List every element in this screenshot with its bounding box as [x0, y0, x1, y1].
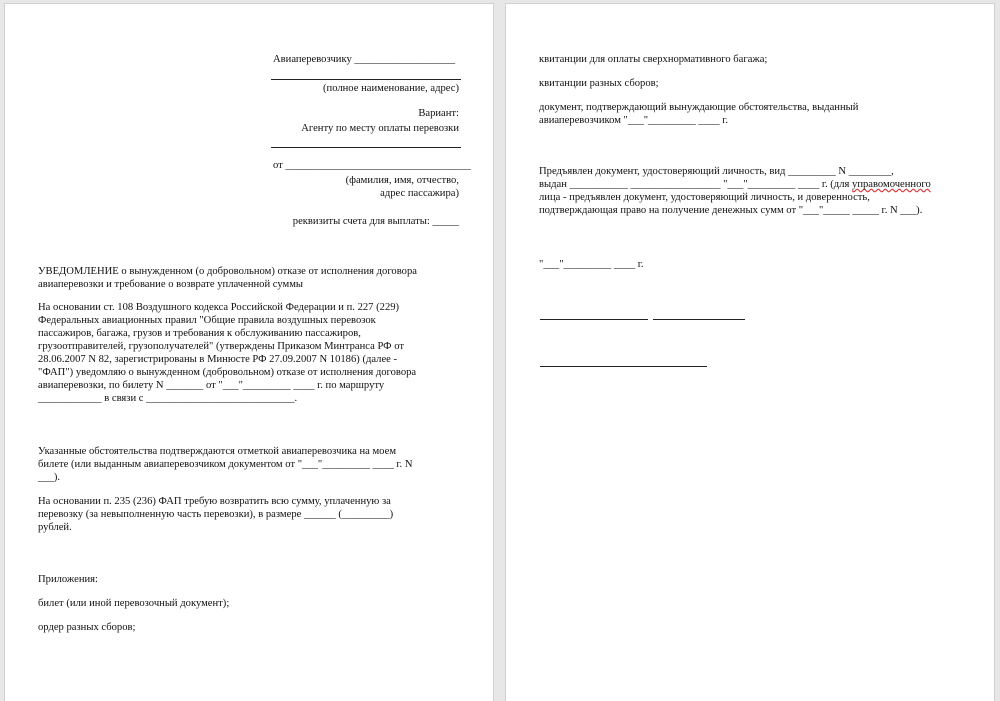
attachment-item: квитанции разных сборов; — [539, 78, 659, 89]
carrier-addressee: Авиаперевозчику ___________________ — [273, 54, 456, 65]
attachments-label: Приложения: — [38, 574, 98, 585]
paragraph-line: 28.06.2007 N 82, зарегистрированы в Минюсте РФ 27.09.2007 N 10186) (далее - — [38, 354, 398, 365]
identity-line: лица - предъявлен документ, удостоверяющий личность, и доверенность, — [539, 192, 870, 203]
variant-label: Вариант: — [418, 108, 459, 119]
paragraph-line: ____________ в связи с ____________________________. — [38, 393, 298, 404]
signature-line — [540, 319, 648, 320]
signature-name-line — [653, 319, 745, 320]
paragraph-line: рублей. — [38, 522, 72, 533]
attachment-item: билет (или иной перевозочный документ); — [38, 598, 230, 609]
paragraph-line: грузоотправителей, грузополучателей" (утверждены Приказом Минтранса РФ от — [38, 341, 404, 352]
paragraph-line: Указанные обстоятельства подтверждаются отметкой авиаперевозчика на моем — [38, 446, 397, 457]
spellcheck-word: управомоченного — [852, 179, 931, 190]
notice-title-line-2: авиаперевозки и требование о возврате уплаченной суммы — [38, 279, 304, 290]
paragraph-line: перевозку (за невыполненную часть перевозки), в размере ______ (_________) — [38, 509, 394, 520]
paragraph-line: ___). — [38, 472, 61, 483]
identity-text: выдан ___________ _________________ "___"_________ ____ г. (для — [539, 179, 853, 190]
paragraph-line: На основании ст. 108 Воздушного кодекса Российской Федерации и п. 227 (229) — [38, 302, 400, 313]
paragraph-line: пассажиров, багажа, грузов и требования к обслуживанию пассажиров, — [38, 328, 361, 339]
document-page-1 — [5, 4, 493, 701]
passenger-hint-1: (фамилия, имя, отчество, — [345, 175, 459, 186]
paragraph-line: "ФАП") уведомляю о вынужденном (добровольном) отказе от исполнения договора — [38, 367, 417, 378]
attachment-item: ордер разных сборов; — [38, 622, 136, 633]
attachment-item: квитанции для оплаты сверхнормативного багажа; — [539, 54, 768, 65]
account-details: реквизиты счета для выплаты: _____ — [292, 216, 459, 227]
paragraph-line: билете (или выданным авиаперевозчиком документом от "___"_________ ____ г. N — [38, 459, 413, 470]
sender-line: от ___________________________________ — [273, 160, 471, 171]
underline — [271, 79, 461, 80]
paragraph-line: Федеральных авиационных правил "Общие правила воздушных перевозок — [38, 315, 376, 326]
agent-line: Агенту по месту оплаты перевозки — [301, 123, 459, 134]
passenger-hint-2: адрес пассажира) — [380, 188, 459, 199]
paragraph-line: На основании п. 235 (236) ФАП требую возвратить всю сумму, уплаченную за — [38, 496, 391, 507]
identity-line — [539, 178, 931, 191]
document-page-2 — [506, 4, 994, 701]
date-line: "___"_________ ____ г. — [539, 259, 644, 270]
date-signature-line — [540, 366, 707, 367]
identity-line: Предъявлен документ, удостоверяющий личность, вид _________ N ________, — [539, 166, 894, 177]
paragraph-line: авиаперевозки, по билету N _______ от "___"_________ ____ г. по маршруту — [38, 380, 385, 391]
identity-line: подтверждающая право на получение денежных сумм от "___"_____ _____ г. N ___). — [539, 205, 923, 216]
attachment-item: авиаперевозчиком "___"_________ ____ г. — [539, 115, 729, 126]
underline — [271, 147, 461, 148]
full-name-hint: (полное наименование, адрес) — [323, 83, 459, 94]
notice-title-line-1: УВЕДОМЛЕНИЕ о вынужденном (о добровольном) отказе от исполнения договора — [38, 266, 417, 277]
attachment-item: документ, подтверждающий вынуждающие обстоятельства, выданный — [539, 102, 859, 113]
